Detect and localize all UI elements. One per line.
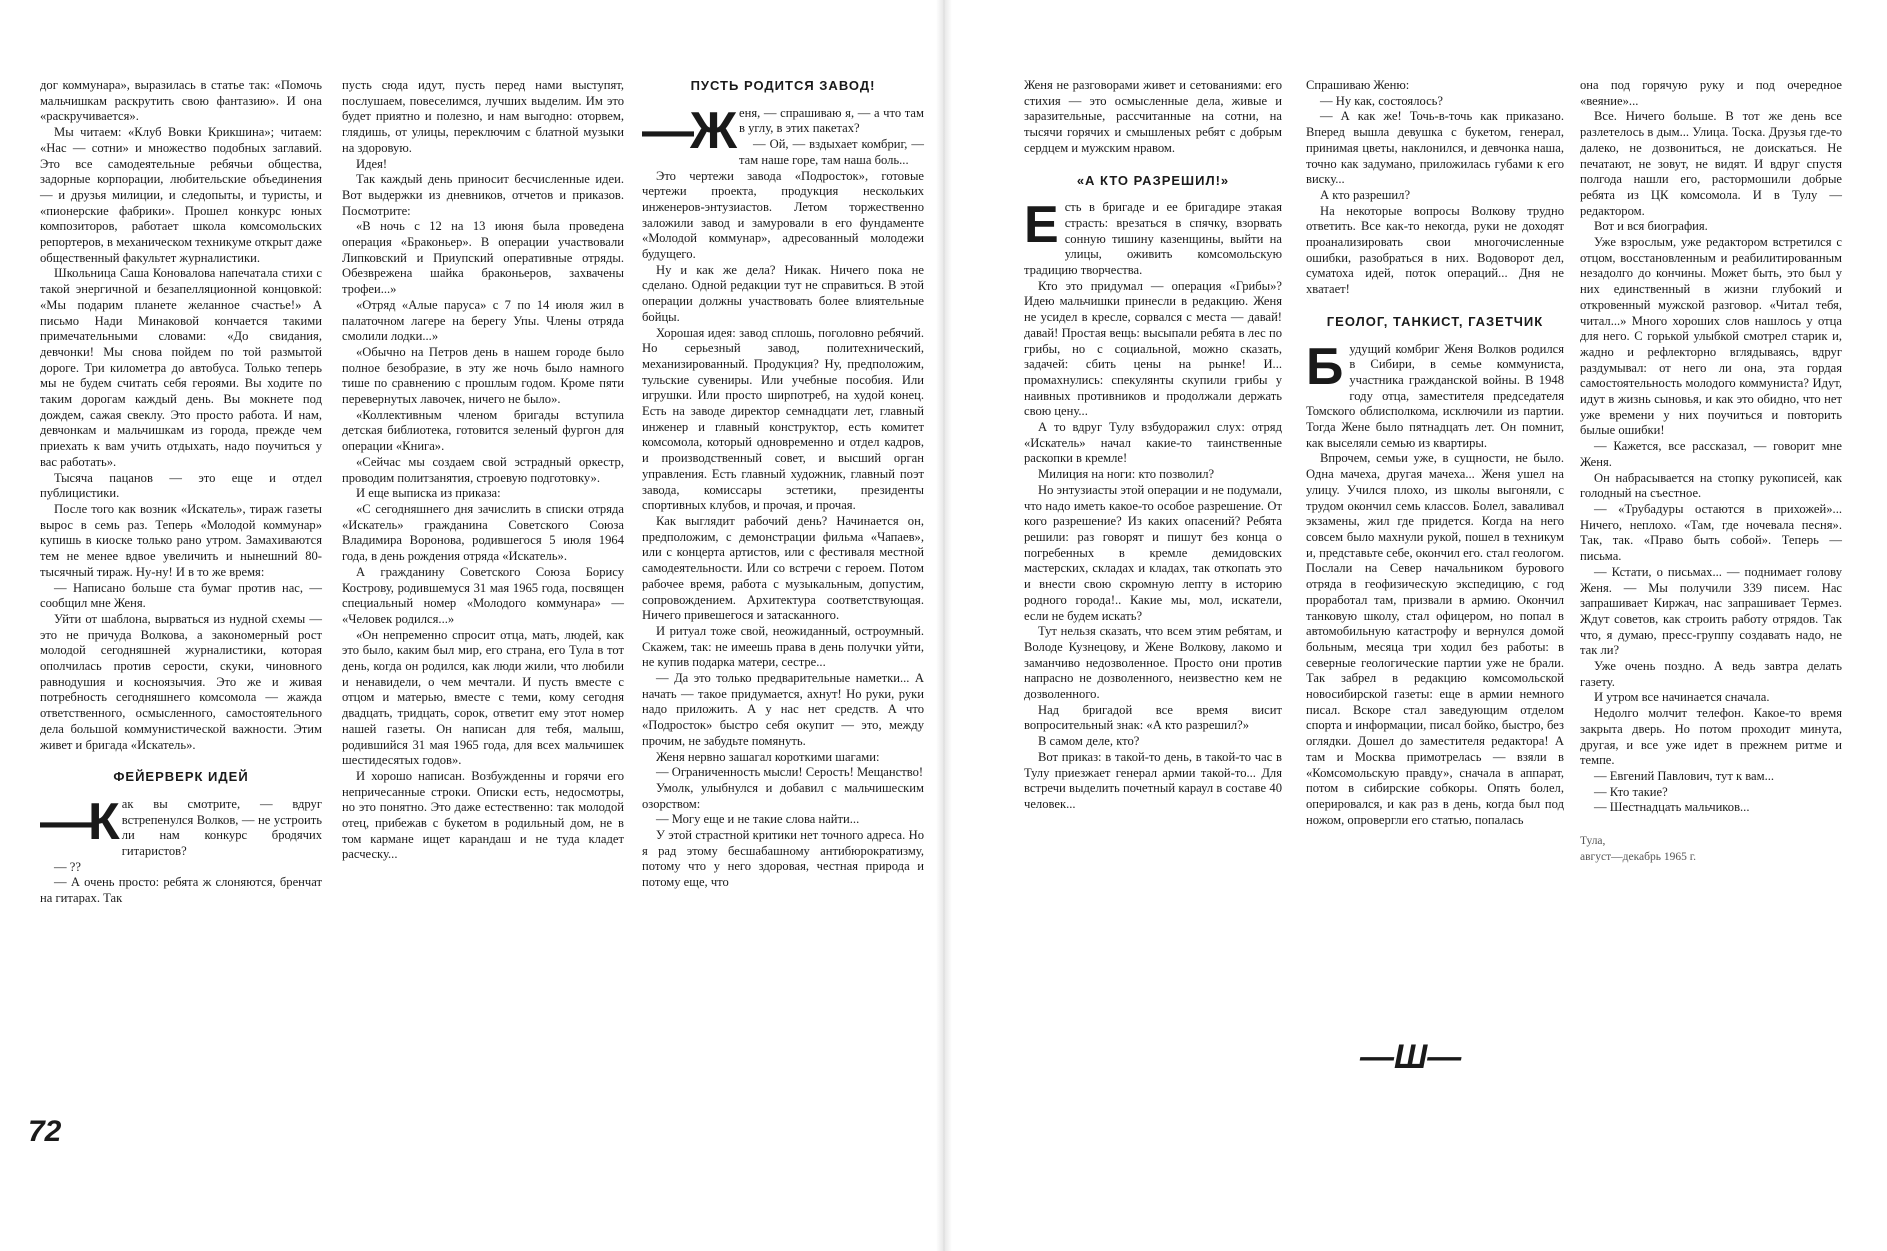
column-5 bbox=[1306, 78, 1564, 828]
article-paragraph: — Написано больше ста бумаг против нас, — сообщил мне Женя. bbox=[40, 580, 322, 611]
article-paragraph: Впрочем, семьи уже, в сущности, не было. Одна мачеха, другая мачеха... Женя ушел на улицу. Учился плохо, из школы выгоняли, с трудом окончил семь классов. Болел, заваливал экзамены, жил где придется. Когда на него совсем было махнули рукой, пошел в техникум и, представьте себе, окончил его. стал геологом. Послали на Север начальником бурового отряда в геофизическую экспедицию, с год проработал там, призвали в армию. Окончил танковую школу, стал офицером, но попал в автомобильную катастрофу и вернулся домой больным, месяца три ходил без работы: в северные геологические партии уже не брали. Так забрел в редакцию комсомольской новосибирской газеты: еще в армии немного писал. Вскоре стал заведующим отделом спорта и информации, писал бойко, быстро, без оглядки. Дошел до заместителя редактора! А там и Москва примотрелась — взяли в «Комсомольскую правду», сначала в аппарат, потом в сибирские собкоры. Опять болел, оперировался, и как раз в день, когда был под ножом, опровергли его статью, попалась bbox=[1306, 451, 1564, 827]
page-number: 72 bbox=[28, 1115, 62, 1148]
article-paragraph: еня, — спрашиваю я, — а что там в углу, в этих пакетах? bbox=[739, 105, 924, 136]
article-paragraph: дог коммунара», выразилась в статье так: «Помочь мальчишкам раскрутить свою фантазию». И она «раскручивается». bbox=[40, 78, 322, 124]
section-heading: «А КТО РАЗРЕШИЛ!» bbox=[1076, 172, 1230, 188]
article-paragraph: — Да это только предварительные наметки... А начать — такое придумается, ахнут! Но руки, руки надо приложить. А у нас нет средств. А что «Подросток» быстро себя окупит — это, между прочим, не забудьте помянуть. bbox=[642, 671, 924, 748]
article-paragraph: Вот и вся биография. bbox=[1594, 219, 1708, 234]
article-paragraph: На некоторые вопросы Волкову трудно ответить. Все как-то некогда, руки не доходят проанализировать свои многочисленные ошибки, разобраться в них. Водоворот дел, суматоха идей, поток операций... Дня не хватает! bbox=[1306, 203, 1564, 297]
end-ornament: —Ш— bbox=[1360, 1038, 1462, 1076]
article-paragraph: А то вдруг Тулу взбудоражил слух: отряд «Искатель» начал какие-то таинственные раскопки в кремле! bbox=[1024, 420, 1282, 466]
article-paragraph: Кто это придумал — операция «Грибы»? Идею мальчишки принесли в редакцию. Женя не усидел в кресле, сорвался с места — давай! давай! Простая вещь: высыпали ребята в лес по грибы, но с социальной, можно сказать, задачей: сбить цены на рынке! И... промахнулись: спекулянты скупили грибы у наивных противников и продолжали держать свою цену... bbox=[1024, 278, 1282, 419]
article-paragraph: — Шестнадцать мальчиков... bbox=[1594, 800, 1750, 815]
article-paragraph: А гражданину Советского Союза Борису Кострову, родившемуся 31 мая 1965 года, посвящен специальный номер «Молодого коммунара» — «Человек родился...» bbox=[342, 564, 624, 626]
article-paragraph: Милиция на ноги: кто позволил? bbox=[1038, 467, 1215, 482]
article-paragraph: Как выглядит рабочий день? Начинается он, предположим, с демонстрации фильма «Чапаев», или с концерта артистов, или с фестиваля местной самодеятельности. Или со встречи с героем. Потом рабочее время, работа с музыкальным, допустим, сопровождением. Архитектура соответствующая. Ничего привешегося и затасканного. bbox=[642, 513, 924, 623]
article-paragraph: Он набрасывается на стопку рукописей, как голодный на съестное. bbox=[1580, 470, 1842, 501]
article-paragraph: И утром все начинается сначала. bbox=[1594, 690, 1770, 705]
article-paragraph: — А как же! Точь-в-точь как приказано. Вперед вышла девушка с букетом, генерал, принимая цветы, наклонился, и девчонка наша, точно как задумано, приложилась губами к его виску... bbox=[1306, 109, 1564, 187]
article-paragraph: «В ночь с 12 на 13 июня была проведена операция «Браконьер». В операции участвовали Липковский и Приупский оперативные отряды. Обезврежена шайка браконьеров, захвачены трофеи...» bbox=[342, 219, 624, 297]
article-paragraph: Женя не разговорами живет и сетованиями: его стихия — это осмысленные дела, живые и заразительные, рассчитанные на сотни, на тысячи горячих и смышленых ребят с добрым сердцем и мужским нравом. bbox=[1024, 78, 1282, 155]
article-paragraph: Тысяча пацанов — это еще и отдел публицистики. bbox=[40, 470, 322, 501]
article-paragraph: Спрашиваю Женю: bbox=[1306, 78, 1410, 92]
article-paragraph: «Отряд «Алые паруса» с 7 по 14 июля жил в палаточном лагере на берегу Упы. Члены отряда смолили лодки...» bbox=[342, 297, 624, 344]
section-heading: ГЕОЛОГ, ТАНКИСТ, ГАЗЕТЧИК bbox=[1326, 313, 1544, 329]
article-paragraph: — Могу еще и не такие слова найти... bbox=[656, 812, 860, 827]
article-paragraph: — «Трубадуры остаются в прихожей»... Ничего, неплохо. «Там, где ночевала песня». Так, так. «Право быть собой». Теперь — письма. bbox=[1580, 501, 1842, 564]
article-paragraph: Так каждый день приносит бесчисленные идеи. Вот выдержки из дневников, отчетов и приказов. Посмотрите: bbox=[342, 172, 624, 218]
article-paragraph: — А очень просто: ребята ж слоняются, бренчат на гитарах. Так bbox=[40, 875, 322, 906]
article-paragraph: удущий комбриг Женя Волков родился в Сибири, в семье коммуниста, участника гражданской войны. В 1948 году отца, заместителя председателя Томского облисполкома, исключили из партии. Тогда Жене было пятнадцать лет. Он помнит, как выселяли семью из квартиры. bbox=[1306, 341, 1564, 450]
article-paragraph: Мы читаем: «Клуб Вовки Крикшина»; читаем: «Нас — сотни» и множество подобных заглавий. Это все самодеятельные ребячьи общества, задорные корпорации, любительские объединения — и друзья милиции, и следопыты, и туристы, и «пионерские фабрики». Прошел конкурс юных композиторов, работает школа комсомольских репортеров, в механическом техникуме открыт даже общественный факультет журналистики. bbox=[40, 125, 322, 265]
column-6 bbox=[1580, 78, 1842, 865]
article-paragraph: — Кто такие? bbox=[1594, 784, 1668, 799]
article-paragraph: «Сейчас мы создаем свой эстрадный оркестр, проводим политзанятия, строевую подготовку». bbox=[342, 454, 624, 485]
article-paragraph: А кто разрешил? bbox=[1320, 187, 1411, 202]
article-paragraph: — Ограниченность мысли! Серость! Мещанство! bbox=[656, 765, 924, 780]
article-paragraph: После того как возник «Искатель», тираж газеты вырос в семь раз. Теперь «Молодой коммунар» купишь в киоске только рано утром. Замахиваются тем не менее вдвое увеличить и нынешний 80-тысячный тираж. Ну-ну! И в то же время: bbox=[40, 501, 322, 579]
article-paragraph: Тут нельзя сказать, что всем этим ребятам, и Володе Кузнецову, и Жене Волкову, лакомо и заманчиво недозволенное. Просто они против напрасно не дозволенного, неизвестно кем не дозволенного. bbox=[1024, 624, 1282, 702]
article-paragraph: Школьница Саша Коновалова напечатала стихи с такой энергичной и безапелляционной концовкой: «Мы подарим планете желанное счастье!» А письмо Нади Минаковой кончается такими примечательными словами: «До свидания, девчонки! Мы снова пойдем по той размытой дороге. Три километра до автобуса. Только теперь мы не будем считать себя героями. Вы ходите по таким дорогам каждый день. Вы мокнете под дождем, сажая свеклу. Это просто работа. И нам, девчонкам и мальчишкам из города, прежде чем приехать к вам учить отдыхать, надо поучиться у вас работать». bbox=[40, 266, 322, 469]
column-1 bbox=[40, 78, 322, 907]
article-paragraph: пусть сюда идут, пусть перед нами выступят, послушаем, повеселимся, лучших выделим. Им это будет приятно и полезно, и нам выгодно: оторвем, глядишь, от улицы, переключим с блатной музыки на здоровую. bbox=[342, 78, 624, 155]
article-paragraph: Женя нервно зашагал короткими шагами: bbox=[656, 749, 880, 764]
section-heading: ПУСТЬ РОДИТСЯ ЗАВОД! bbox=[690, 78, 876, 93]
article-paragraph: — Кстати, о письмах... — поднимает голову Женя. — Мы получили 339 писем. Нас запрашивает Киржач, нас запрашивает Термез. Ждут советов, как строить работу отрядов. Так что, я думаю, пресс-группу создавать надо, не так ли? bbox=[1580, 564, 1842, 658]
article-paragraph: Над бригадой все время висит вопросительный знак: «А кто разрешил?» bbox=[1024, 702, 1282, 733]
article-paragraph: «Обычно на Петров день в нашем городе было полное безобразие, в эту же ночь было намного тише по сравнению с прошлым годом. Кроме пяти перевернутых лавочек, ничего не было». bbox=[342, 344, 624, 407]
section-heading: ФЕЙЕРВЕРК ИДЕЙ bbox=[113, 769, 249, 785]
article-paragraph: она под горячую руку и под очередное «веяние»... bbox=[1580, 78, 1842, 108]
article-paragraph: — Ну как, состоялось? bbox=[1320, 93, 1444, 108]
article-paragraph: У этой страстной критики нет точного адреса. Но я рад этому бесшабашному антибюрократизму, потому что у него здоровая, честная природа и потому еще, что bbox=[642, 828, 924, 890]
article-paragraph: Уже очень поздно. А ведь завтра делать газету. bbox=[1580, 659, 1842, 689]
article-paragraph: В самом деле, кто? bbox=[1038, 734, 1140, 749]
article-paragraph: «Он непременно спросит отца, мать, людей, как это было, каким был мир, его страна, его Тула в тот день, когда он родился, как люди жили, что любили и ненавидели, о чем мечтали. И пусть вместе с отцом и матерью, вместе с теми, кому сегодня двадцать, тридцать, сорок, ответит ему этот номер нашей газеты. Он написан для тебя, малыш, родившийся 31 мая 1965 года, для всех мальчишек шестидесятых годов». bbox=[342, 627, 624, 768]
article-paragraph: Умолк, улыбнулся и добавил с мальчишеским озорством: bbox=[642, 780, 924, 811]
article-paragraph: И ритуал тоже свой, неожиданный, остроумный. Скажем, так: не имеешь права в день получки уйти, не купив подарка матери, сестре... bbox=[642, 623, 924, 670]
article-paragraph: Хорошая идея: завод сплошь, поголовно ребячий. Но серьезный завод, политехнический, механизированный. Продукция? Ну, предположим, тульские сувениры. Или учебные пособия. Или игрушки. Или просто ширпотреб, на худой конец. Есть на заводе директор семнадцати лет, главный инженер и главный конструктор, есть комитет комсомола, который одновременно и отдел кадров, и производственный совет, и высший орган управления. Есть главный художник, главный поэт завода, комиссары эстетики, президенты спортивных клубов, и прочая, и прочая. bbox=[642, 325, 924, 513]
article-paragraph: «Коллективным членом бригады вступила детская библиотека, готовится зеленый фургон для операции «Книга». bbox=[342, 407, 624, 454]
article-paragraph: Идея! bbox=[356, 156, 388, 171]
article-paragraph: Все. Ничего больше. В тот же день все разлетелось в дым... Улица. Тоска. Друзья где-то далеко, не дозвониться, не доискаться. Не печатают, не зовут, не видят. И вдруг спустя полгода нашли его, растормошили добрые ребята из ЦК комсомола. И в Тулу — редактором. bbox=[1580, 109, 1842, 218]
article-paragraph: Уйти от шаблона, вырваться из нудной схемы — это не причуда Волкова, а закономерный рост молодой сегодняшней журналистики, которая ополчилась против серости, скуки, чиновного равнодушия и косноязычия. Это же и живая потребность сегодняшнего комсомола — жажда ответственного, осмысленного, самостоятельного дела большой коммунистической важности. Этим живет и бригада «Искатель». bbox=[40, 611, 322, 752]
drop-cap: Е bbox=[1024, 196, 1059, 255]
column-4 bbox=[1024, 78, 1282, 813]
drop-cap: Б bbox=[1306, 337, 1344, 396]
article-paragraph: Но энтузиасты этой операции и не подумали, что надо иметь какое-то особое разрешение. От кого разрешение? Из каких опасений? Ребята решили: раз говорят и пишут без конца о погребенных в кремле демидовских мастерских, складах и кладах, так откопать это и внести свою скромную лепту в историю родного города!.. Какие мы, мол, искатели, если не будем искать? bbox=[1024, 482, 1282, 623]
article-paragraph: — Кажется, все рассказал, — говорит мне Женя. bbox=[1580, 439, 1842, 469]
column-3 bbox=[642, 78, 924, 891]
article-paragraph: — Ой, — вздыхает комбриг, — там наше горе, там наша боль... bbox=[739, 137, 924, 167]
signature-date: август—декабрь 1965 г. bbox=[1580, 850, 1696, 863]
article-paragraph: «С сегодняшнего дня зачислить в списки отряда «Искатель» гражданина Советского Союза Владимира Воронова, родившегося 5 июля 1964 года, в день рождения отряда «Искатель». bbox=[342, 501, 624, 564]
article-paragraph: Ну и как же дела? Никак. Ничего пока не сделано. Одной редакции тут не справиться. В этой операции должны участвовать более влиятельные бойцы. bbox=[642, 262, 924, 324]
article-paragraph: Вот приказ: в такой-то день, в такой-то час в Тулу приезжает генерал армии такой-то... Для встречи выделить почетный караул в составе 40 человек... bbox=[1024, 749, 1282, 811]
signature-place: Тула, bbox=[1580, 835, 1606, 848]
article-paragraph: И хорошо написан. Возбужденны и горячи его непричесанные строки. Описки есть, недосмотры, но это понятно. Это даже естественно: так молодой отец, прибежав с букетом в родильный дом, не в том кармане ищет карандаш и не туда кладет расческу... bbox=[342, 768, 624, 862]
article-paragraph: ак вы смотрите, — вдруг встрепенулся Волков, — не устроить ли нам конкурс бродячих гитаристов? bbox=[121, 796, 322, 859]
column-2 bbox=[342, 78, 624, 863]
drop-cap: —Ж bbox=[642, 101, 733, 160]
drop-cap: —К bbox=[40, 792, 116, 851]
article-paragraph: Это чертежи завода «Подросток», готовые чертежи проекта, продукция нескольких инженеров-энтузиастов. Летом торжественно заложили завод и замуровали в его фундаменте «Молодой коммунар», адресованный молодежи будущего. bbox=[642, 168, 924, 262]
article-paragraph: — ?? bbox=[54, 859, 81, 874]
article-paragraph: сть в бригаде и ее бригадире этакая страсть: врезаться в спячку, взорвать сонную тишину казенщины, выйти на улицы, оживить комсомольскую традицию творчества. bbox=[1024, 200, 1282, 278]
article-paragraph: — Евгений Павлович, тут к вам... bbox=[1594, 768, 1775, 783]
article-paragraph: И еще выписка из приказа: bbox=[356, 486, 501, 501]
article-paragraph: Уже взрослым, уже редактором встретился с отцом, восстановленным и реабилитированным незадолго до кончины. Может быть, это был у них единственный в жизни глубокий и откровенный мужской разговор. «Читал тебя, читал...» Много хороших слов нашлось у отца для него. С горькой улыбкой смотрел старик и, жадно и рефлекторно вглядываясь, вдруг раздумывал: от него ли она, эта гордая самостоятельность молодого коммуниста? Идут, идут в жизнь сыновья, и как это обидно, что нет уже времени у них поучиться и повторить былые ошибки! bbox=[1580, 235, 1842, 438]
article-paragraph: Недолго молчит телефон. Какое-то время закрыта дверь. Но потом проходит минута, другая, и все уже идет в прежнем ритме и темпе. bbox=[1580, 706, 1842, 768]
